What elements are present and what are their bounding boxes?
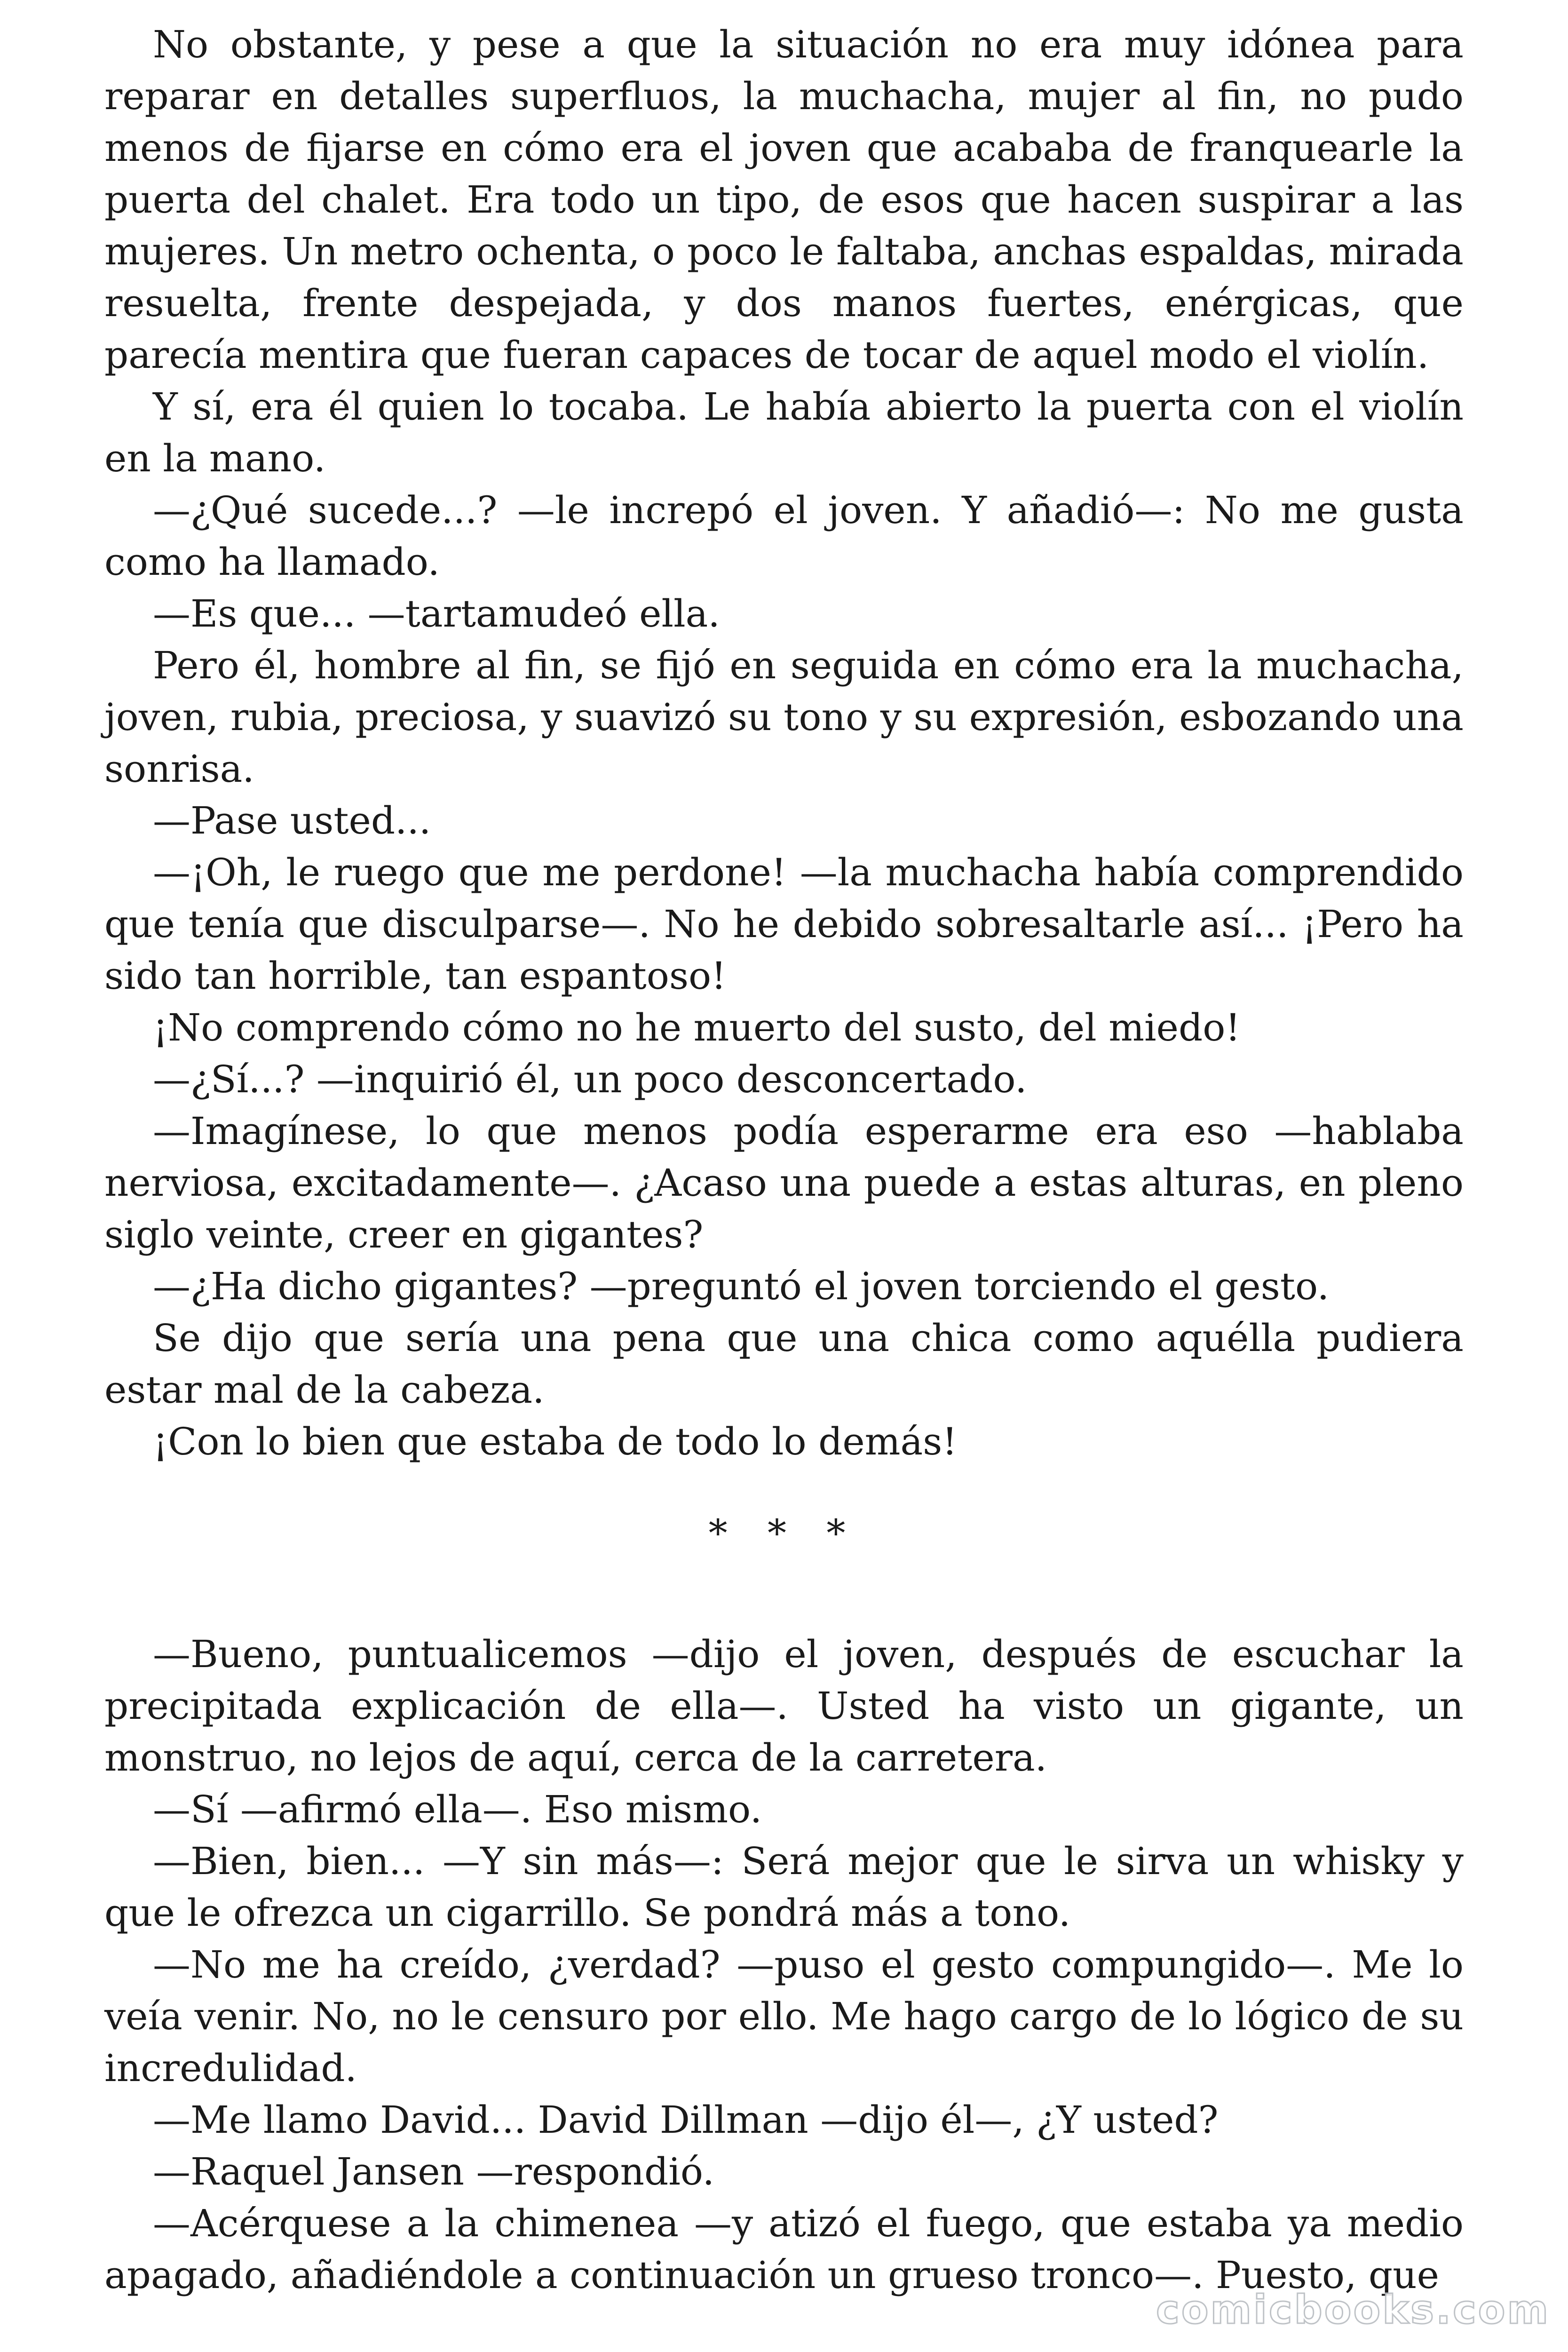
- paragraph: —Es que... —tartamudeó ella.: [153, 592, 720, 636]
- text-section-2: [104, 1629, 1464, 2301]
- paragraph: ¡Con lo bien que estaba de todo lo demás!: [153, 1420, 958, 1463]
- paragraph: —Raquel Jansen —respondió.: [153, 2150, 715, 2193]
- paragraph: No obstante, y pese a que la situación no era muy idónea para reparar en detalles superfluos, la muchacha, mujer al fin, no pudo menos de fijarse en cómo era el joven que acababa de franquearle la puerta del chalet. Era todo un tipo, de esos que hacen suspirar a las mujeres. Un metro ochenta, o poco le faltaba, anchas espaldas, mirada resuelta, frente despejada, y dos manos fuertes, enérgicas, que parecía mentira que fueran capaces de tocar de aquel modo el violín.: [104, 23, 1464, 377]
- paragraph: —Sí —afirmó ella—. Eso mismo.: [153, 1788, 762, 1831]
- paragraph: —¿Ha dicho gigantes? —preguntó el joven torciendo el gesto.: [153, 1264, 1330, 1308]
- paragraph: —Pase usted...: [153, 799, 431, 842]
- paragraph: —¿Sí...? —inquirió él, un poco desconcertado.: [153, 1057, 1027, 1101]
- watermark-logo: comicbooks.com: [1156, 2287, 1550, 2333]
- paragraph: —¿Qué sucede...? —le increpó el joven. Y añadió—: No me gusta como ha llamado.: [104, 488, 1464, 584]
- section-separator: * * *: [708, 1511, 860, 1555]
- paragraph: —Me llamo David... David Dillman —dijo él—, ¿Y usted?: [153, 2098, 1219, 2142]
- text-section-1: [104, 19, 1464, 1468]
- paragraph: ¡No comprendo cómo no he muerto del susto, del miedo!: [153, 1006, 1241, 1049]
- paragraph: Pero él, hombre al fin, se fijó en seguida en cómo era la muchacha, joven, rubia, preciosa, y suavizó su tono y su expresión, esbozando una sonrisa.: [104, 644, 1464, 791]
- paragraph: —Acérquese a la chimenea —y atizó el fuego, que estaba ya medio apagado, añadiéndole a continuación un grueso tronco—. Puesto, que: [104, 2201, 1464, 2297]
- paragraph: —Bien, bien... —Y sin más—: Será mejor que le sirva un whisky y que le ofrezca un cigarrillo. Se pondrá más a tono.: [104, 1839, 1464, 1935]
- paragraph: Y sí, era él quien lo tocaba. Le había abierto la puerta con el violín en la mano.: [104, 385, 1464, 480]
- paragraph: —¡Oh, le ruego que me perdone! —la muchacha había comprendido que tenía que disculparse—. No he debido sobresaltarle así... ¡Pero ha sido tan horrible, tan espantoso!: [104, 850, 1464, 998]
- paragraph: —Bueno, puntualicemos —dijo el joven, después de escuchar la precipitada explicación de ella—. Usted ha visto un gigante, un monstruo, no lejos de aquí, cerca de la carretera.: [104, 1632, 1464, 1780]
- paragraph: —No me ha creído, ¿verdad? —puso el gesto compungido—. Me lo veía venir. No, no le censuro por ello. Me hago cargo de lo lógico de su incredulidad.: [104, 1943, 1464, 2090]
- paragraph: Se dijo que sería una pena que una chica como aquélla pudiera estar mal de la cabeza.: [104, 1316, 1464, 1412]
- paragraph: —Imagínese, lo que menos podía esperarme era eso —hablaba nerviosa, excitadamente—. ¿Acaso una puede a estas alturas, en pleno siglo veinte, creer en gigantes?: [104, 1109, 1464, 1256]
